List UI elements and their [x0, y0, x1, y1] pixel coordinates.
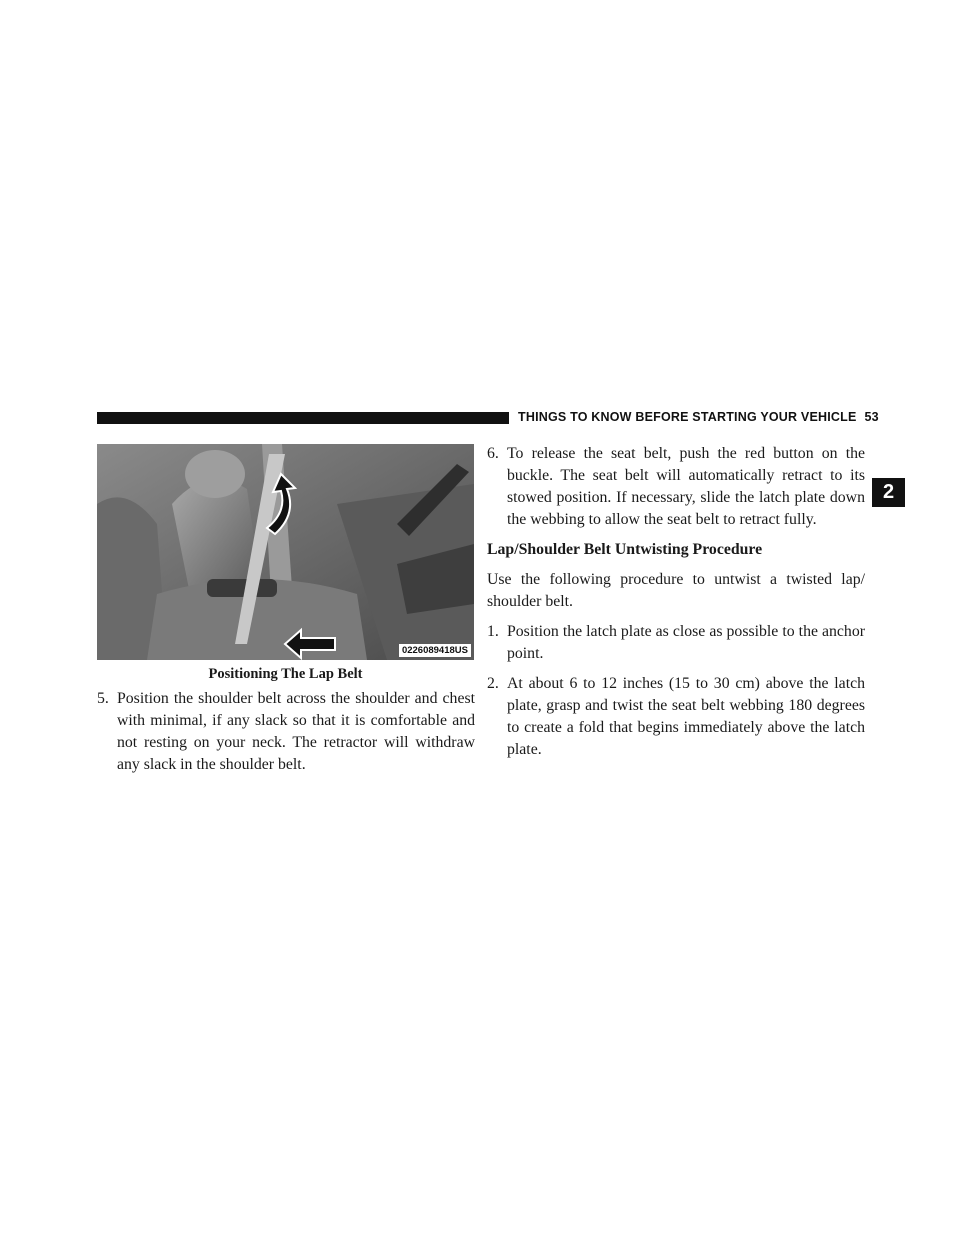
step-2-text: At about 6 to 12 inches (15 to 30 cm) above the latch plate, grasp and twist the seat belt webbing 180 degrees to create a fold that begins immediately above the latch plate. [507, 675, 865, 758]
section-title: THINGS TO KNOW BEFORE STARTING YOUR VEHICLE [518, 410, 857, 424]
step-1-text: Position the latch plate as close as possible to the anchor point. [507, 623, 865, 662]
seat-illustration [97, 444, 474, 660]
running-header [518, 410, 879, 424]
step-2-number: 2. [487, 675, 499, 692]
step-2 [487, 673, 865, 761]
section-subheading: Lap/Shoulder Belt Untwisting Procedure [487, 541, 763, 558]
header-rule [97, 412, 509, 424]
step-5-text: Position the shoulder belt across the shoulder and chest with minimal, if any slack so that it is comfortable and not resting on your neck. The retractor will withdraw any slack in the shoulder belt. [117, 690, 475, 773]
step-6 [487, 443, 865, 531]
left-column [97, 688, 475, 776]
step-6-number: 6. [487, 445, 499, 462]
step-5-number: 5. [97, 690, 109, 707]
intro-paragraph: Use the following procedure to untwist a twisted lap/ shoulder belt. [487, 571, 865, 610]
right-column [487, 443, 865, 761]
step-6-text: To release the seat belt, push the red button on the buckle. The seat belt will automatically retract to its stowed position. If necessary, slide the latch plate down the webbing to allow the seat belt to retract fully. [507, 445, 865, 528]
chapter-tab: 2 [872, 478, 905, 507]
seat-belt-figure [97, 444, 474, 660]
step-1 [487, 621, 865, 665]
figure-caption: Positioning The Lap Belt [208, 666, 363, 682]
step-1-number: 1. [487, 623, 499, 640]
page-number: 53 [864, 410, 879, 424]
step-5 [97, 688, 475, 776]
figure-code: 0226089418US [399, 644, 471, 657]
